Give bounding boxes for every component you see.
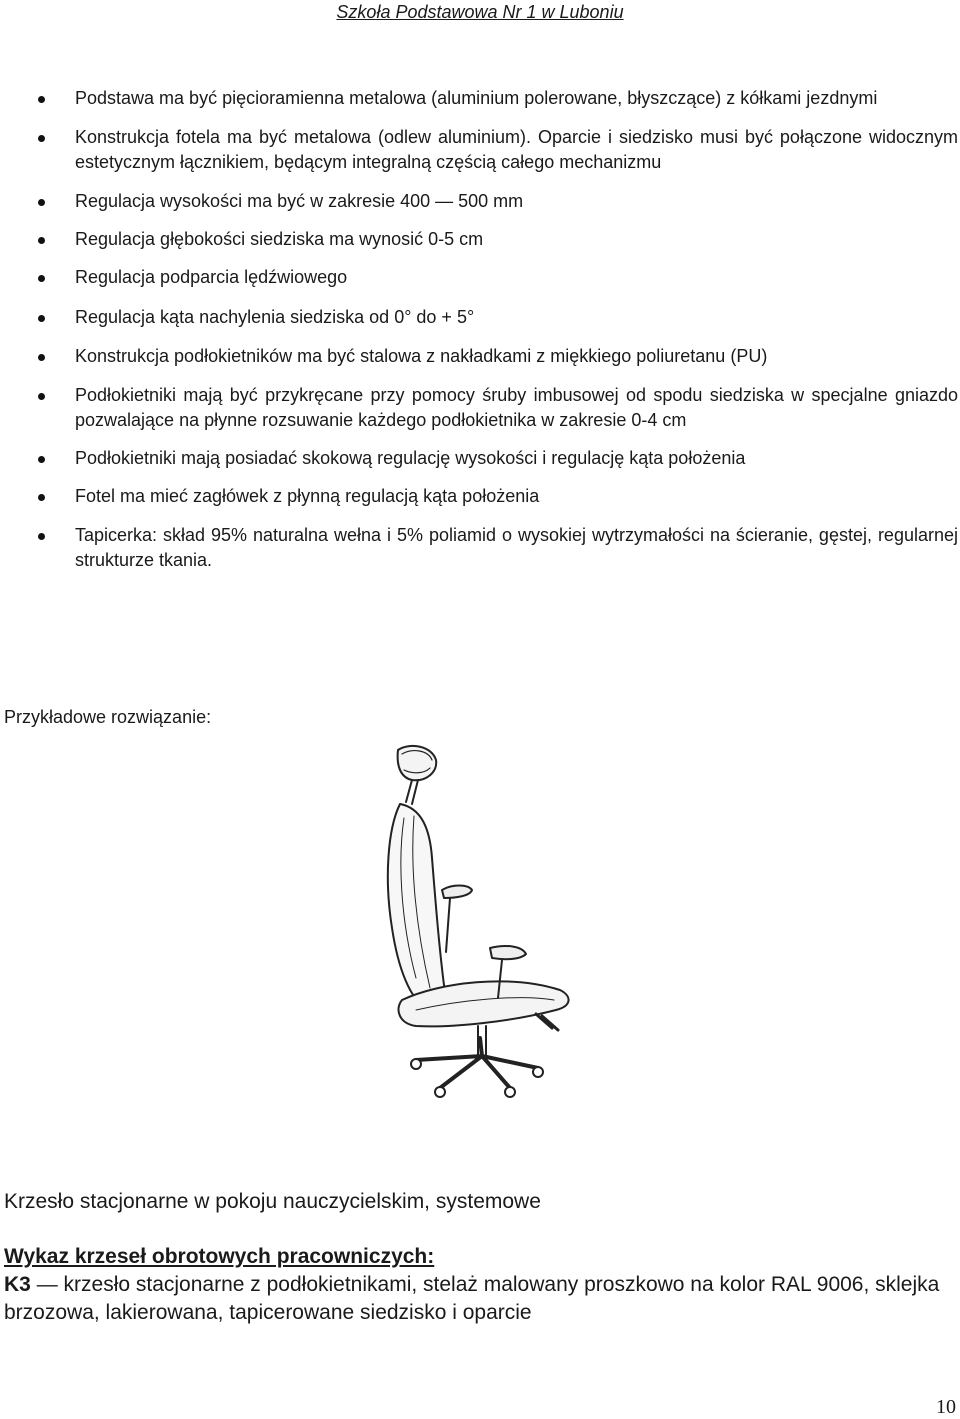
list-item: [0, 484, 960, 509]
list-item: [0, 523, 960, 573]
list-item-text: Podstawa ma być pięcioramienna metalowa (aluminium polerowane, błyszczące) z kółkami jezdnymi: [75, 88, 878, 108]
office-chair-illustration: [340, 738, 600, 1118]
item-description: [4, 1271, 944, 1327]
list-item: [0, 189, 960, 214]
item-code: K3: [4, 1273, 31, 1296]
list-item-text: Regulacja kąta nachylenia siedziska od 0° do + 5°: [75, 307, 475, 327]
list-item: [0, 125, 960, 175]
list-item-text: Regulacja głębokości siedziska ma wynosić 0-5 cm: [75, 229, 484, 249]
list-item: [0, 86, 960, 111]
list-item: [0, 265, 960, 290]
bullet-icon: [38, 393, 45, 400]
item-text: — krzesło stacjonarne z podłokietnikami, stelaż malowany proszkowo na kolor RAL 9006, sklejka brzozowa, lakierowana, tapicerowane siedzisko i oparcie: [4, 1273, 940, 1324]
bullet-icon: [38, 494, 45, 501]
list-item-text: Podłokietniki mają być przykręcane przy pomocy śruby imbusowej od spodu siedziska w specjalne gniazdo pozwalające na płynne rozsuwanie każdego podłokietnika w zakresie 0-4 cm: [75, 385, 958, 430]
list-item-text: Konstrukcja fotela ma być metalowa (odlew aluminium). Oparcie i siedzisko musi być połączone widocznym estetycznym łącznikiem, będącym integralną częścią całego mechanizmu: [75, 127, 958, 172]
bullet-icon: [38, 456, 45, 463]
bullet-icon: [38, 135, 45, 142]
list-item-text: Regulacja wysokości ma być w zakresie 400 — 500 mm: [75, 191, 524, 211]
bullet-icon: [38, 237, 45, 244]
bullet-icon: [38, 96, 45, 103]
list-heading: Wykaz krzeseł obrotowych pracowniczych:: [4, 1245, 435, 1268]
list-item: [0, 344, 960, 369]
list-item-text: Tapicerka: skład 95% naturalna wełna i 5% poliamid o wysokiej wytrzymałości na ścieranie, gęstej, regularnej strukturze tkania.: [75, 525, 958, 570]
list-item: [0, 227, 960, 252]
requirements-list: [0, 86, 960, 573]
bullet-icon: [38, 275, 45, 282]
list-item: [0, 446, 960, 471]
list-item-text: Fotel ma mieć zagłówek z płynną regulacją kąta położenia: [75, 486, 540, 506]
list-item: [0, 305, 960, 330]
list-item-text: Podłokietniki mają posiadać skokową regulację wysokości i regulację kąta położenia: [75, 448, 746, 468]
page-header: Szkoła Podstawowa Nr 1 w Luboniu: [336, 2, 624, 22]
page-number: 10: [936, 1396, 956, 1418]
bullet-icon: [38, 315, 45, 322]
chair-title: Krzesło stacjonarne w pokoju nauczycielskim, systemowe: [4, 1190, 541, 1213]
bullet-icon: [38, 199, 45, 206]
example-label: Przykładowe rozwiązanie:: [4, 707, 212, 727]
list-item-text: Regulacja podparcia lędźwiowego: [75, 267, 348, 287]
list-item-text: Konstrukcja podłokietników ma być stalowa z nakładkami z miękkiego poliuretanu (PU): [75, 346, 768, 366]
list-item: [0, 383, 960, 433]
bullet-icon: [38, 354, 45, 361]
bullet-icon: [38, 533, 45, 540]
